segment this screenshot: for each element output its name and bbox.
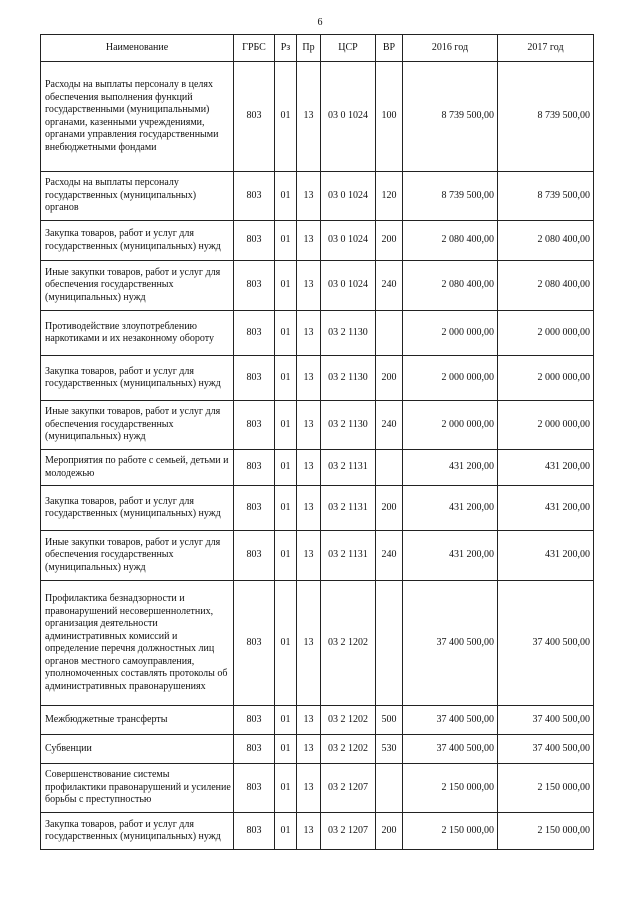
header-rz: Рз xyxy=(275,35,297,62)
table-row xyxy=(41,735,594,764)
cell-name: Иные закупки товаров, работ и услуг для обеспечения государственных (муниципальных) нужд xyxy=(41,401,234,450)
cell-pr: 13 xyxy=(297,261,321,311)
cell-pr: 13 xyxy=(297,356,321,401)
cell-2016: 2 000 000,00 xyxy=(403,401,498,450)
cell-name: Мероприятия по работе с семьей, детьми и молодежью xyxy=(41,450,234,486)
cell-pr: 13 xyxy=(297,401,321,450)
cell-2017: 431 200,00 xyxy=(498,486,594,531)
table-row xyxy=(41,311,594,356)
table-row xyxy=(41,356,594,401)
header-csr: ЦСР xyxy=(321,35,376,62)
cell-pr: 13 xyxy=(297,531,321,581)
cell-rz: 01 xyxy=(275,450,297,486)
cell-csr: 03 2 1207 xyxy=(321,764,376,813)
cell-grbs: 803 xyxy=(234,172,275,221)
cell-vr: 240 xyxy=(376,261,403,311)
cell-rz: 01 xyxy=(275,401,297,450)
budget-table xyxy=(40,34,594,850)
cell-grbs: 803 xyxy=(234,450,275,486)
table-row xyxy=(41,450,594,486)
cell-csr: 03 2 1130 xyxy=(321,311,376,356)
table-row xyxy=(41,581,594,706)
table-row xyxy=(41,62,594,172)
cell-csr: 03 0 1024 xyxy=(321,221,376,261)
cell-pr: 13 xyxy=(297,706,321,735)
table-row xyxy=(41,401,594,450)
cell-2016: 2 000 000,00 xyxy=(403,356,498,401)
cell-vr xyxy=(376,450,403,486)
cell-vr: 240 xyxy=(376,401,403,450)
cell-rz: 01 xyxy=(275,813,297,850)
cell-pr: 13 xyxy=(297,764,321,813)
cell-vr: 240 xyxy=(376,531,403,581)
cell-name: Совершенствование системы профилактики правонарушений и усиление борьбы с преступностью xyxy=(41,764,234,813)
cell-2017: 2 150 000,00 xyxy=(498,764,594,813)
cell-grbs: 803 xyxy=(234,311,275,356)
header-2016: 2016 год xyxy=(403,35,498,62)
cell-2017: 8 739 500,00 xyxy=(498,172,594,221)
cell-rz: 01 xyxy=(275,172,297,221)
cell-grbs: 803 xyxy=(234,813,275,850)
cell-rz: 01 xyxy=(275,531,297,581)
cell-2017: 37 400 500,00 xyxy=(498,581,594,706)
cell-2016: 37 400 500,00 xyxy=(403,706,498,735)
cell-rz: 01 xyxy=(275,764,297,813)
cell-grbs: 803 xyxy=(234,261,275,311)
cell-grbs: 803 xyxy=(234,62,275,172)
table-row xyxy=(41,764,594,813)
cell-2016: 431 200,00 xyxy=(403,450,498,486)
cell-grbs: 803 xyxy=(234,735,275,764)
cell-rz: 01 xyxy=(275,581,297,706)
header-name: Наименование xyxy=(41,35,234,62)
cell-vr: 100 xyxy=(376,62,403,172)
cell-vr xyxy=(376,311,403,356)
cell-2016: 2 150 000,00 xyxy=(403,813,498,850)
cell-name: Профилактика безнадзорности и правонарушений несовершеннолетних, организация деятельности административных комиссий и определение перечня должностных лиц органов местного самоуправления, уполномоченных составлять протоколы об административных правонарушениях xyxy=(41,581,234,706)
cell-grbs: 803 xyxy=(234,581,275,706)
cell-csr: 03 2 1130 xyxy=(321,356,376,401)
cell-name: Расходы на выплаты персоналу государственных (муниципальных) органов xyxy=(41,172,234,221)
cell-name: Иные закупки товаров, работ и услуг для обеспечения государственных (муниципальных) нужд xyxy=(41,531,234,581)
table-row xyxy=(41,221,594,261)
cell-grbs: 803 xyxy=(234,764,275,813)
cell-csr: 03 0 1024 xyxy=(321,172,376,221)
cell-csr: 03 0 1024 xyxy=(321,261,376,311)
cell-rz: 01 xyxy=(275,356,297,401)
cell-name: Противодействие злоупотреблению наркотиками и их незаконному обороту xyxy=(41,311,234,356)
cell-2017: 2 080 400,00 xyxy=(498,221,594,261)
header-pr: Пр xyxy=(297,35,321,62)
cell-pr: 13 xyxy=(297,172,321,221)
cell-2016: 37 400 500,00 xyxy=(403,581,498,706)
cell-csr: 03 2 1131 xyxy=(321,531,376,581)
cell-2016: 8 739 500,00 xyxy=(403,172,498,221)
cell-grbs: 803 xyxy=(234,221,275,261)
cell-vr: 200 xyxy=(376,813,403,850)
cell-csr: 03 2 1131 xyxy=(321,450,376,486)
cell-vr xyxy=(376,581,403,706)
cell-name: Закупка товаров, работ и услуг для государственных (муниципальных) нужд xyxy=(41,356,234,401)
table-row xyxy=(41,531,594,581)
cell-pr: 13 xyxy=(297,735,321,764)
cell-rz: 01 xyxy=(275,261,297,311)
cell-name: Иные закупки товаров, работ и услуг для обеспечения государственных (муниципальных) нужд xyxy=(41,261,234,311)
cell-2017: 37 400 500,00 xyxy=(498,735,594,764)
cell-name: Расходы на выплаты персоналу в целях обеспечения выполнения функций государственными (муниципальными) органами, казенными учреждениями, органами управления государственными внебюджетными фондами xyxy=(41,62,234,172)
cell-2017: 431 200,00 xyxy=(498,450,594,486)
cell-vr: 530 xyxy=(376,735,403,764)
cell-2016: 8 739 500,00 xyxy=(403,62,498,172)
cell-2017: 2 000 000,00 xyxy=(498,356,594,401)
page-number: 6 xyxy=(317,17,323,28)
cell-2016: 2 080 400,00 xyxy=(403,221,498,261)
cell-name: Межбюджетные трансферты xyxy=(41,706,234,735)
cell-2016: 431 200,00 xyxy=(403,486,498,531)
cell-grbs: 803 xyxy=(234,356,275,401)
cell-2016: 2 080 400,00 xyxy=(403,261,498,311)
table-row xyxy=(41,813,594,850)
cell-2016: 2 150 000,00 xyxy=(403,764,498,813)
cell-2017: 2 000 000,00 xyxy=(498,401,594,450)
cell-pr: 13 xyxy=(297,221,321,261)
cell-name: Закупка товаров, работ и услуг для государственных (муниципальных) нужд xyxy=(41,486,234,531)
cell-rz: 01 xyxy=(275,486,297,531)
cell-csr: 03 2 1131 xyxy=(321,486,376,531)
cell-name: Субвенции xyxy=(41,735,234,764)
table-row xyxy=(41,706,594,735)
cell-vr: 500 xyxy=(376,706,403,735)
cell-pr: 13 xyxy=(297,486,321,531)
cell-vr: 120 xyxy=(376,172,403,221)
cell-2017: 37 400 500,00 xyxy=(498,706,594,735)
header-vr: ВР xyxy=(376,35,403,62)
cell-csr: 03 0 1024 xyxy=(321,62,376,172)
cell-vr xyxy=(376,764,403,813)
cell-pr: 13 xyxy=(297,311,321,356)
cell-pr: 13 xyxy=(297,450,321,486)
cell-vr: 200 xyxy=(376,356,403,401)
cell-2017: 2 150 000,00 xyxy=(498,813,594,850)
cell-2017: 431 200,00 xyxy=(498,531,594,581)
table-row xyxy=(41,261,594,311)
cell-name: Закупка товаров, работ и услуг для государственных (муниципальных) нужд xyxy=(41,221,234,261)
cell-2016: 37 400 500,00 xyxy=(403,735,498,764)
cell-csr: 03 2 1202 xyxy=(321,706,376,735)
header-row xyxy=(41,35,594,62)
header-2017: 2017 год xyxy=(498,35,594,62)
cell-grbs: 803 xyxy=(234,486,275,531)
cell-rz: 01 xyxy=(275,706,297,735)
cell-vr: 200 xyxy=(376,486,403,531)
cell-2017: 2 000 000,00 xyxy=(498,311,594,356)
cell-vr: 200 xyxy=(376,221,403,261)
cell-csr: 03 2 1202 xyxy=(321,581,376,706)
cell-2016: 431 200,00 xyxy=(403,531,498,581)
cell-name: Закупка товаров, работ и услуг для государственных (муниципальных) нужд xyxy=(41,813,234,850)
cell-pr: 13 xyxy=(297,813,321,850)
cell-grbs: 803 xyxy=(234,401,275,450)
cell-grbs: 803 xyxy=(234,531,275,581)
cell-grbs: 803 xyxy=(234,706,275,735)
table-row xyxy=(41,172,594,221)
cell-rz: 01 xyxy=(275,311,297,356)
cell-rz: 01 xyxy=(275,62,297,172)
cell-csr: 03 2 1202 xyxy=(321,735,376,764)
cell-rz: 01 xyxy=(275,735,297,764)
cell-rz: 01 xyxy=(275,221,297,261)
cell-pr: 13 xyxy=(297,581,321,706)
cell-csr: 03 2 1130 xyxy=(321,401,376,450)
cell-2017: 8 739 500,00 xyxy=(498,62,594,172)
cell-pr: 13 xyxy=(297,62,321,172)
cell-2017: 2 080 400,00 xyxy=(498,261,594,311)
cell-2016: 2 000 000,00 xyxy=(403,311,498,356)
cell-csr: 03 2 1207 xyxy=(321,813,376,850)
header-grbs: ГРБС xyxy=(234,35,275,62)
table-row xyxy=(41,486,594,531)
